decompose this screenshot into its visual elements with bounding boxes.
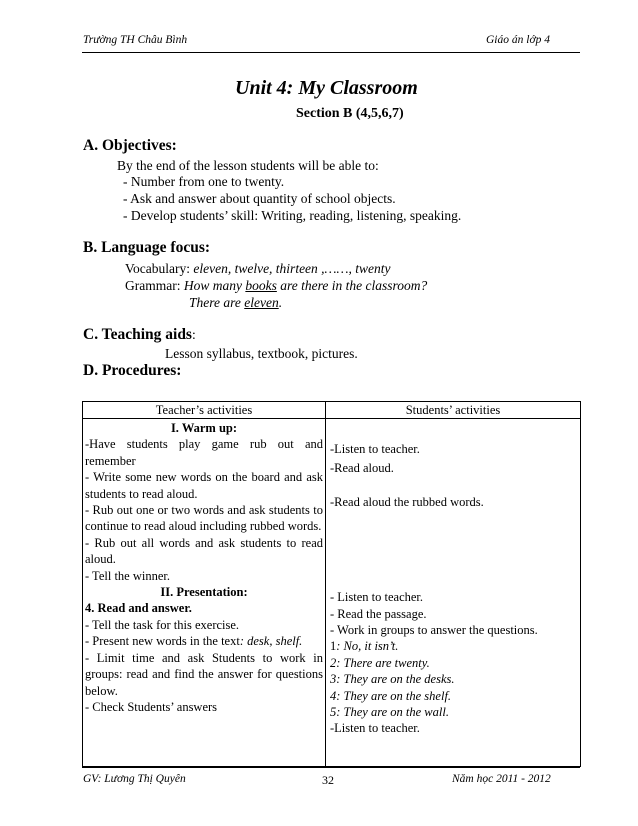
footer-teacher: GV: Lương Thị Quyên (83, 773, 186, 785)
student-step: -Read aloud. (330, 461, 394, 476)
grammar-label: Grammar: (125, 278, 184, 293)
teacher-step: - Write some new words on the board and ask students to read aloud. (85, 470, 323, 501)
answer-item: 3: They are on the desks. (330, 672, 455, 687)
objective-item: - Ask and answer about quantity of school objects. (123, 191, 396, 206)
teacher-step: - Check Students’ answers (85, 699, 218, 714)
teacher-step: - Limit time and ask Students to work in groups: read and find the answer for questions below. (85, 650, 323, 698)
procedures-heading: D. Procedures: (83, 362, 182, 379)
new-words: : desk, shelf. (239, 634, 303, 649)
teacher-step: - Rub out one or two words and ask students to continue to read aloud including rubbed words. (85, 503, 323, 534)
grammar-answer-keyword: eleven (244, 295, 279, 310)
student-step: - Work in groups to answer the questions. (330, 623, 538, 638)
page-title: Unit 4: My Classroom (235, 77, 418, 99)
col-header-teacher: Teacher’s activities (83, 402, 326, 419)
answer-item: 1: No, it isn’t. (330, 639, 399, 654)
teacher-step: -Have students play game rub out and remember (85, 437, 323, 468)
aids-text: Lesson syllabus, textbook, pictures. (165, 346, 358, 361)
footer-rule (82, 767, 580, 768)
objectives-intro: By the end of the lesson students will be able to: (117, 158, 379, 173)
student-step: -Read aloud the rubbed words. (330, 494, 484, 509)
footer-year: Năm học 2011 - 2012 (452, 773, 551, 785)
teacher-step: - Present new words in the text: desk, shelf. (85, 634, 303, 649)
student-step: -Listen to teacher. (330, 442, 420, 456)
procedures-table (82, 401, 581, 767)
answer-item: 5: They are on the wall. (330, 705, 449, 720)
grammar-question: How many books are there in the classroom? (183, 278, 428, 293)
student-step: - Listen to teacher. (330, 590, 424, 605)
vocabulary-label: Vocabulary: (125, 261, 194, 276)
aids-heading: C. Teaching aids: (83, 326, 196, 343)
header-school: Trường TH Châu Bình (83, 34, 188, 46)
teacher-activities (83, 419, 326, 767)
answer-item: 4: They are on the shelf. (330, 688, 452, 703)
teacher-step: - Rub out all words and ask students to read aloud. (85, 535, 323, 567)
grammar-keyword: books (245, 278, 277, 293)
teacher-step: - Tell the winner. (85, 568, 170, 583)
header-rule (82, 52, 580, 53)
student-activities (326, 419, 581, 767)
objective-item: - Develop students’ skill: Writing, reading, listening, speaking. (123, 208, 462, 223)
student-step: - Read the passage. (330, 606, 427, 621)
objective-item: - Number from one to twenty. (123, 174, 285, 189)
read-answer-title: 4. Read and answer. (85, 601, 192, 616)
vocabulary-words: eleven, twelve, thirteen ,……, twenty (193, 261, 391, 276)
page-subtitle: Section B (4,5,6,7) (296, 106, 404, 121)
grammar-answer: There are eleven. (189, 295, 283, 310)
page-number: 32 (322, 773, 334, 787)
vocabulary-line (125, 261, 391, 277)
language-heading: B. Language focus: (83, 239, 211, 256)
col-header-students: Students’ activities (326, 402, 581, 419)
header-course: Giáo án lớp 4 (486, 34, 550, 46)
student-step: -Listen to teacher. (330, 721, 420, 736)
warmup-title: I. Warm up: (170, 421, 238, 435)
grammar-line (125, 278, 427, 294)
objectives-heading: A. Objectives: (83, 137, 177, 154)
answer-item: 2: There are twenty. (330, 655, 430, 670)
presentation-title: II. Presentation: (160, 585, 248, 600)
teacher-step: - Tell the task for this exercise. (85, 617, 240, 632)
